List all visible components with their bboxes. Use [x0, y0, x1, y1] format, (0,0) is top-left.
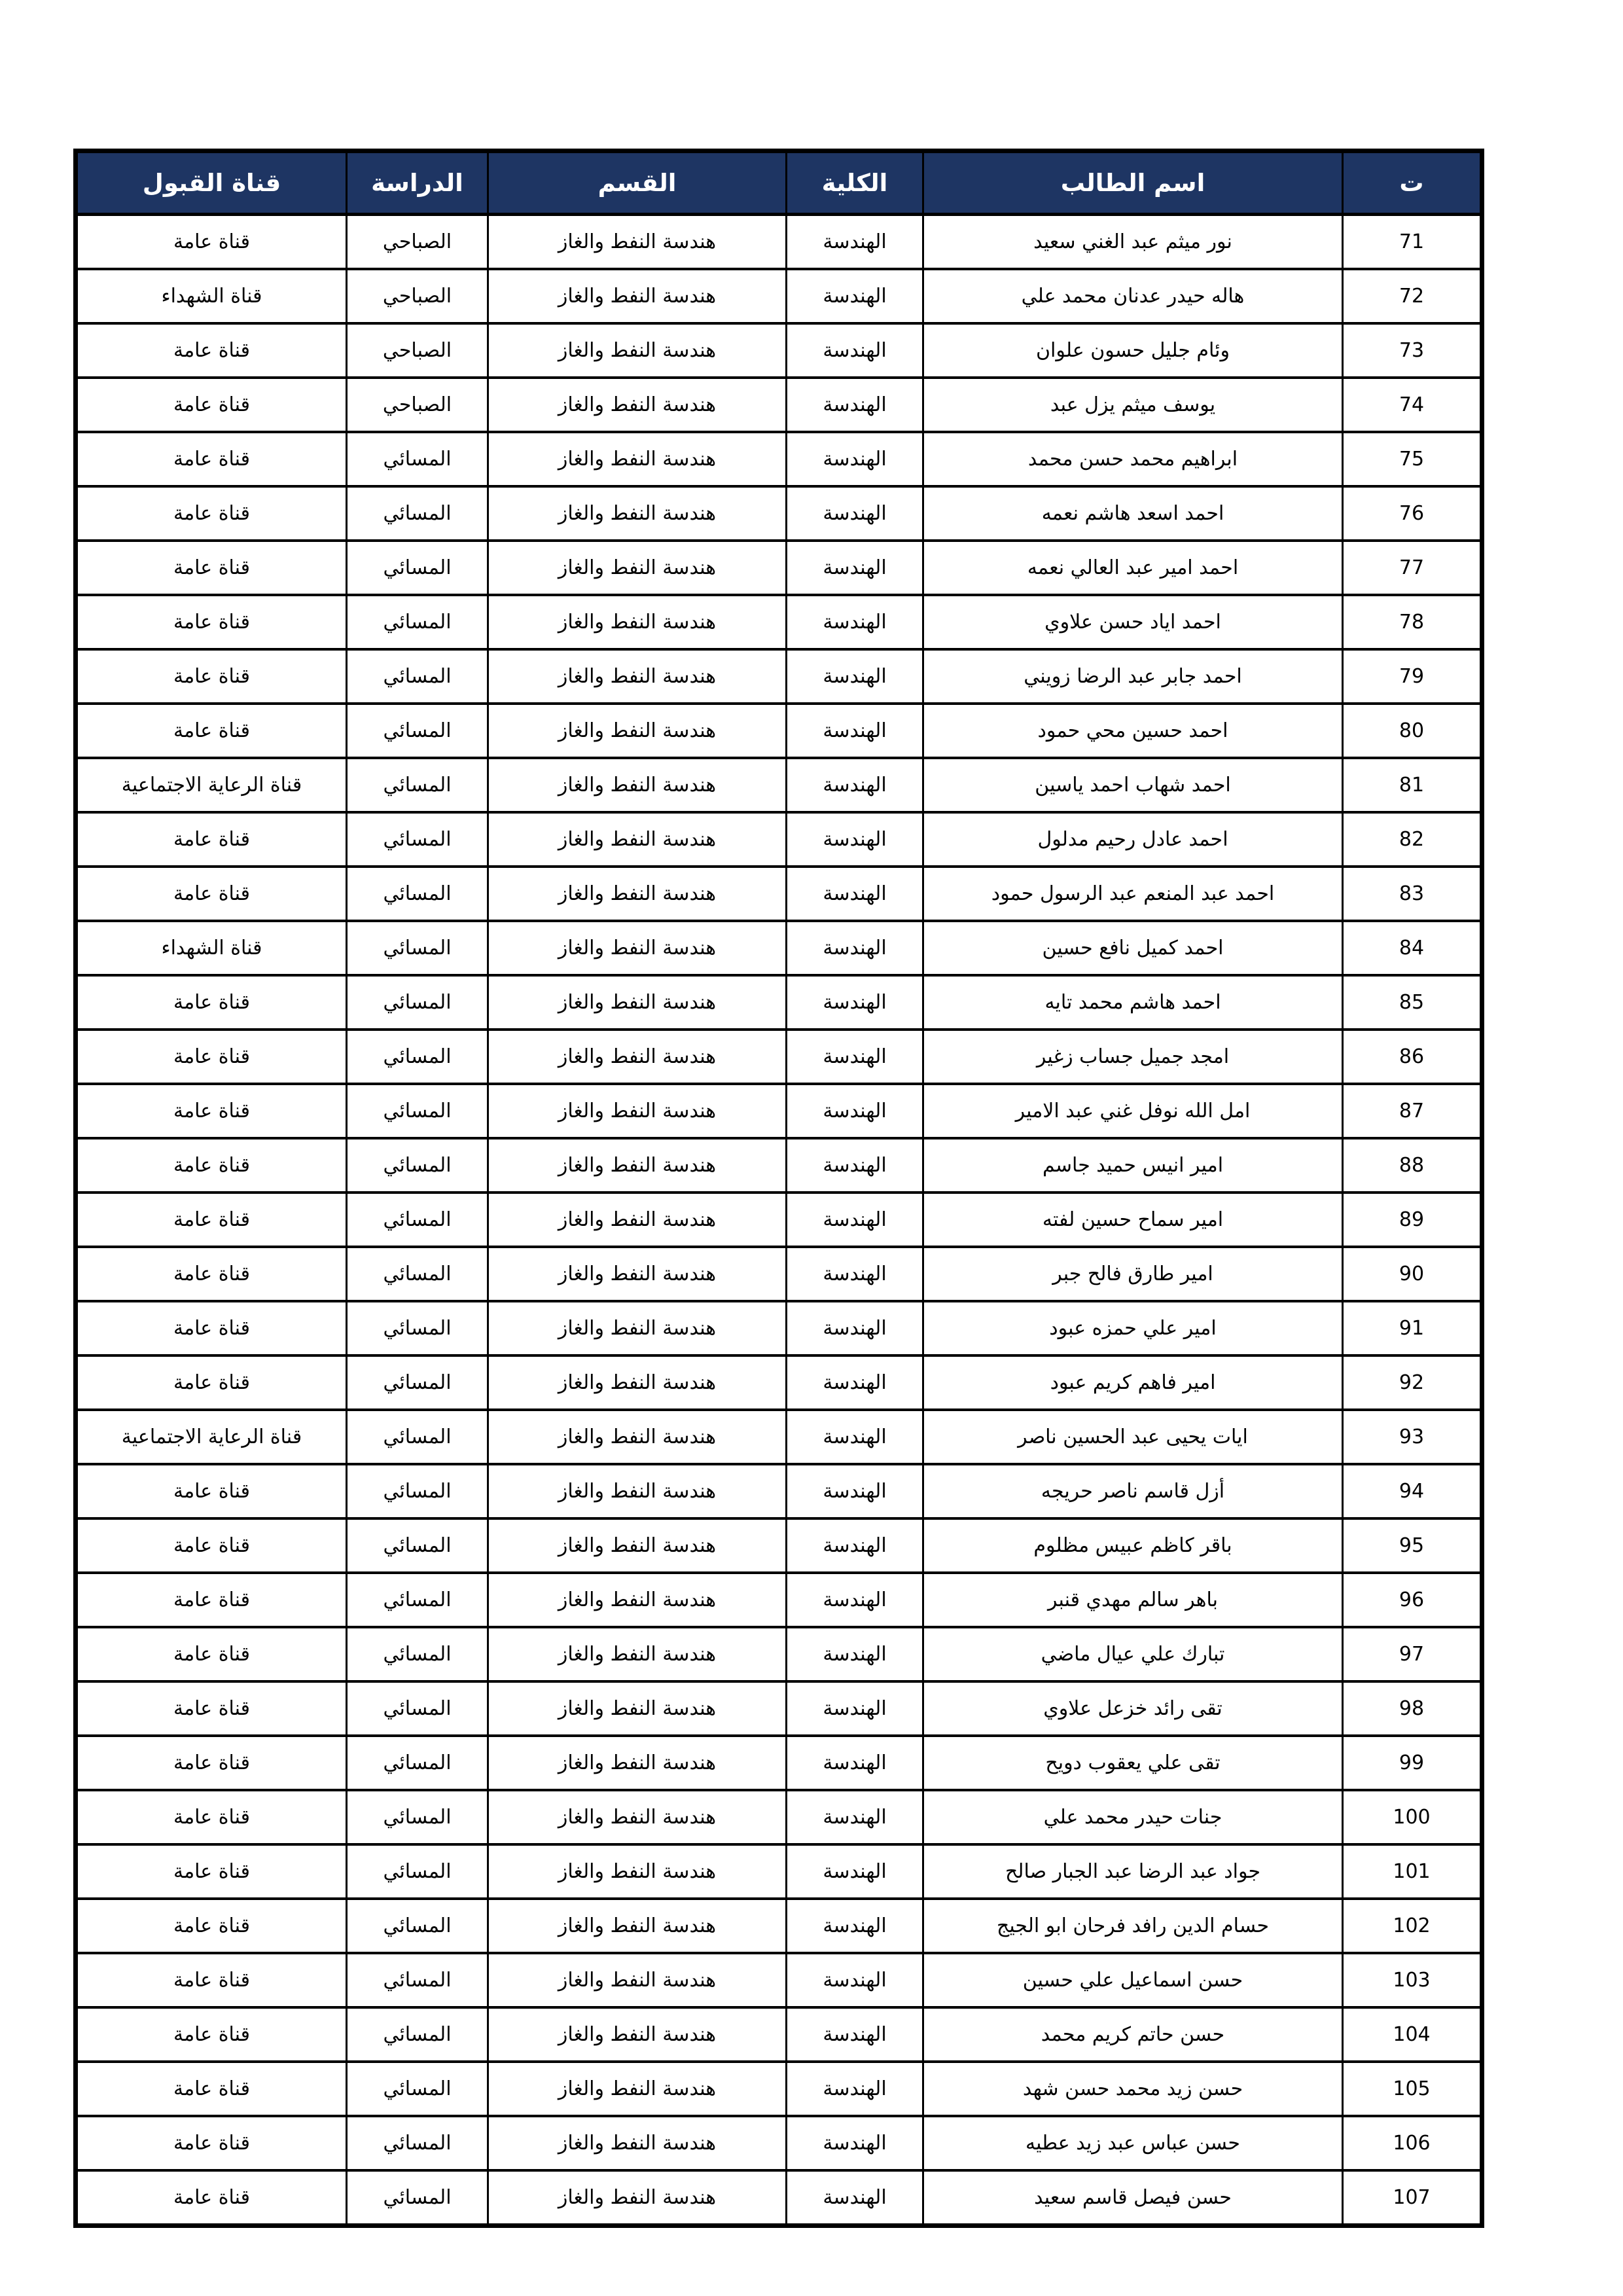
cell-channel: قناة عامة — [76, 2007, 347, 2062]
cell-dept: هندسة النفط والغاز — [488, 704, 787, 758]
cell-study: المسائي — [347, 867, 488, 921]
cell-study: المسائي — [347, 649, 488, 704]
cell-college: الهندسة — [787, 1627, 923, 1681]
cell-study: المسائي — [347, 704, 488, 758]
cell-college: الهندسة — [787, 649, 923, 704]
cell-channel: قناة عامة — [76, 1844, 347, 1899]
table-row — [76, 921, 1482, 975]
cell-name: احمد اسعد هاشم نعمه — [923, 486, 1343, 541]
header-cell-serial: ت — [1343, 151, 1482, 215]
cell-college: الهندسة — [787, 1681, 923, 1736]
table-row — [76, 1138, 1482, 1193]
cell-college: الهندسة — [787, 269, 923, 323]
cell-no: 72 — [1343, 269, 1482, 323]
cell-college: الهندسة — [787, 323, 923, 378]
table-row — [76, 486, 1482, 541]
cell-study: المسائي — [347, 1627, 488, 1681]
cell-study: المسائي — [347, 1736, 488, 1790]
cell-college: الهندسة — [787, 1193, 923, 1247]
cell-study: الصباحي — [347, 323, 488, 378]
cell-dept: هندسة النفط والغاز — [488, 1736, 787, 1790]
table-row — [76, 1247, 1482, 1301]
cell-study: المسائي — [347, 486, 488, 541]
cell-college: الهندسة — [787, 1736, 923, 1790]
cell-no: 101 — [1343, 1844, 1482, 1899]
cell-no: 104 — [1343, 2007, 1482, 2062]
cell-name: احمد حسين محي حمود — [923, 704, 1343, 758]
cell-college: الهندسة — [787, 812, 923, 867]
cell-channel: قناة عامة — [76, 812, 347, 867]
cell-name: حسن اسماعيل علي حسين — [923, 1953, 1343, 2007]
cell-no: 73 — [1343, 323, 1482, 378]
cell-dept: هندسة النفط والغاز — [488, 1627, 787, 1681]
cell-college: الهندسة — [787, 1084, 923, 1138]
cell-study: المسائي — [347, 595, 488, 649]
table-row — [76, 975, 1482, 1030]
cell-channel: قناة عامة — [76, 323, 347, 378]
cell-channel: قناة عامة — [76, 432, 347, 486]
cell-college: الهندسة — [787, 215, 923, 270]
cell-channel: قناة عامة — [76, 1193, 347, 1247]
cell-no: 105 — [1343, 2062, 1482, 2116]
cell-dept: هندسة النفط والغاز — [488, 1410, 787, 1464]
cell-no: 79 — [1343, 649, 1482, 704]
cell-college: الهندسة — [787, 2170, 923, 2226]
cell-no: 71 — [1343, 215, 1482, 270]
cell-dept: هندسة النفط والغاز — [488, 378, 787, 432]
cell-name: حسن فيصل قاسم سعيد — [923, 2170, 1343, 2226]
cell-name: يوسف ميثم يزل عبد — [923, 378, 1343, 432]
cell-study: المسائي — [347, 2007, 488, 2062]
table-row — [76, 432, 1482, 486]
header-cell-department: القسم — [488, 151, 787, 215]
cell-study: المسائي — [347, 1410, 488, 1464]
cell-name: احمد شهاب احمد ياسين — [923, 758, 1343, 812]
cell-dept: هندسة النفط والغاز — [488, 323, 787, 378]
table-row — [76, 758, 1482, 812]
cell-dept: هندسة النفط والغاز — [488, 975, 787, 1030]
cell-dept: هندسة النفط والغاز — [488, 215, 787, 270]
cell-channel: قناة عامة — [76, 1790, 347, 1844]
cell-dept: هندسة النفط والغاز — [488, 1953, 787, 2007]
cell-name: تبارك علي عيال ماضي — [923, 1627, 1343, 1681]
cell-study: المسائي — [347, 1573, 488, 1627]
cell-study: الصباحي — [347, 269, 488, 323]
cell-dept: هندسة النفط والغاز — [488, 2170, 787, 2226]
cell-channel: قناة عامة — [76, 486, 347, 541]
cell-study: المسائي — [347, 1355, 488, 1410]
cell-name: ايات يحيى عبد الحسين ناصر — [923, 1410, 1343, 1464]
cell-study: المسائي — [347, 1953, 488, 2007]
cell-study: الصباحي — [347, 378, 488, 432]
cell-college: الهندسة — [787, 595, 923, 649]
table-row — [76, 1410, 1482, 1464]
cell-dept: هندسة النفط والغاز — [488, 2116, 787, 2170]
table-row — [76, 2170, 1482, 2226]
cell-study: المسائي — [347, 1899, 488, 1953]
cell-channel: قناة عامة — [76, 1899, 347, 1953]
cell-channel: قناة الرعاية الاجتماعية — [76, 758, 347, 812]
cell-channel: قناة عامة — [76, 1138, 347, 1193]
table-row — [76, 1573, 1482, 1627]
cell-dept: هندسة النفط والغاز — [488, 1301, 787, 1355]
cell-name: حسام الدين رافد فرحان ابو الجيج — [923, 1899, 1343, 1953]
cell-study: المسائي — [347, 432, 488, 486]
cell-dept: هندسة النفط والغاز — [488, 1138, 787, 1193]
cell-no: 100 — [1343, 1790, 1482, 1844]
cell-no: 90 — [1343, 1247, 1482, 1301]
cell-study: المسائي — [347, 758, 488, 812]
cell-college: الهندسة — [787, 1247, 923, 1301]
cell-college: الهندسة — [787, 2116, 923, 2170]
cell-dept: هندسة النفط والغاز — [488, 1899, 787, 1953]
cell-name: احمد كميل نافع حسين — [923, 921, 1343, 975]
cell-channel: قناة عامة — [76, 1736, 347, 1790]
cell-channel: قناة عامة — [76, 378, 347, 432]
header-cell-college: الكلية — [787, 151, 923, 215]
cell-dept: هندسة النفط والغاز — [488, 812, 787, 867]
cell-name: حسن عباس عبد زيد عطيه — [923, 2116, 1343, 2170]
cell-college: الهندسة — [787, 1138, 923, 1193]
cell-name: احمد اياد حسن علاوي — [923, 595, 1343, 649]
cell-no: 106 — [1343, 2116, 1482, 2170]
cell-name: احمد جابر عبد الرضا زويني — [923, 649, 1343, 704]
cell-name: امير فاهم كريم عبود — [923, 1355, 1343, 1410]
cell-no: 103 — [1343, 1953, 1482, 2007]
cell-channel: قناة عامة — [76, 975, 347, 1030]
cell-study: المسائي — [347, 921, 488, 975]
cell-name: حسن حاتم كريم محمد — [923, 2007, 1343, 2062]
student-admission-table — [73, 149, 1484, 2228]
cell-college: الهندسة — [787, 975, 923, 1030]
cell-channel: قناة عامة — [76, 704, 347, 758]
cell-no: 85 — [1343, 975, 1482, 1030]
table-row — [76, 1084, 1482, 1138]
table-row — [76, 1790, 1482, 1844]
cell-dept: هندسة النفط والغاز — [488, 867, 787, 921]
table-row — [76, 1518, 1482, 1573]
table-row — [76, 867, 1482, 921]
cell-study: المسائي — [347, 1681, 488, 1736]
cell-dept: هندسة النفط والغاز — [488, 1573, 787, 1627]
cell-no: 92 — [1343, 1355, 1482, 1410]
table-row — [76, 1899, 1482, 1953]
cell-channel: قناة عامة — [76, 2062, 347, 2116]
cell-no: 84 — [1343, 921, 1482, 975]
cell-channel: قناة عامة — [76, 215, 347, 270]
cell-no: 95 — [1343, 1518, 1482, 1573]
cell-college: الهندسة — [787, 1844, 923, 1899]
cell-channel: قناة عامة — [76, 595, 347, 649]
table-row — [76, 2007, 1482, 2062]
cell-study: المسائي — [347, 1301, 488, 1355]
cell-name: أزل قاسم ناصر حريجه — [923, 1464, 1343, 1518]
cell-channel: قناة عامة — [76, 867, 347, 921]
cell-dept: هندسة النفط والغاز — [488, 595, 787, 649]
cell-no: 96 — [1343, 1573, 1482, 1627]
table-row — [76, 378, 1482, 432]
cell-dept: هندسة النفط والغاز — [488, 758, 787, 812]
cell-dept: هندسة النفط والغاز — [488, 2007, 787, 2062]
header-cell-study-type: الدراسة — [347, 151, 488, 215]
cell-study: المسائي — [347, 1193, 488, 1247]
cell-dept: هندسة النفط والغاز — [488, 1464, 787, 1518]
cell-channel: قناة الرعاية الاجتماعية — [76, 1410, 347, 1464]
cell-channel: قناة عامة — [76, 1084, 347, 1138]
cell-college: الهندسة — [787, 921, 923, 975]
cell-channel: قناة عامة — [76, 1627, 347, 1681]
cell-no: 78 — [1343, 595, 1482, 649]
table-row — [76, 1193, 1482, 1247]
table-row — [76, 1301, 1482, 1355]
cell-no: 87 — [1343, 1084, 1482, 1138]
cell-name: جنات حيدر محمد علي — [923, 1790, 1343, 1844]
cell-name: احمد عادل رحيم مدلول — [923, 812, 1343, 867]
cell-channel: قناة عامة — [76, 1573, 347, 1627]
cell-study: المسائي — [347, 1030, 488, 1084]
cell-no: 76 — [1343, 486, 1482, 541]
cell-name: امل الله نوفل غني عبد الامير — [923, 1084, 1343, 1138]
cell-college: الهندسة — [787, 2007, 923, 2062]
cell-study: المسائي — [347, 975, 488, 1030]
cell-no: 75 — [1343, 432, 1482, 486]
cell-college: الهندسة — [787, 1464, 923, 1518]
admission-table-container — [121, 149, 1484, 2228]
cell-no: 77 — [1343, 541, 1482, 595]
cell-dept: هندسة النفط والغاز — [488, 1844, 787, 1899]
cell-dept: هندسة النفط والغاز — [488, 1084, 787, 1138]
table-row — [76, 269, 1482, 323]
cell-channel: قناة عامة — [76, 1355, 347, 1410]
table-row — [76, 1355, 1482, 1410]
cell-no: 97 — [1343, 1627, 1482, 1681]
cell-college: الهندسة — [787, 867, 923, 921]
cell-name: احمد امير عبد العالي نعمه — [923, 541, 1343, 595]
cell-college: الهندسة — [787, 1953, 923, 2007]
cell-dept: هندسة النفط والغاز — [488, 541, 787, 595]
cell-no: 83 — [1343, 867, 1482, 921]
cell-college: الهندسة — [787, 1573, 923, 1627]
cell-name: امجد جميل جساب زغير — [923, 1030, 1343, 1084]
cell-no: 81 — [1343, 758, 1482, 812]
cell-college: الهندسة — [787, 1355, 923, 1410]
cell-name: نور ميثم عبد الغني سعيد — [923, 215, 1343, 270]
cell-channel: قناة عامة — [76, 541, 347, 595]
cell-channel: قناة عامة — [76, 1518, 347, 1573]
cell-dept: هندسة النفط والغاز — [488, 921, 787, 975]
cell-name: احمد هاشم محمد تايه — [923, 975, 1343, 1030]
cell-channel: قناة عامة — [76, 1301, 347, 1355]
cell-no: 107 — [1343, 2170, 1482, 2226]
cell-study: المسائي — [347, 1084, 488, 1138]
cell-name: ابراهيم محمد حسن محمد — [923, 432, 1343, 486]
cell-study: المسائي — [347, 541, 488, 595]
cell-channel: قناة عامة — [76, 2170, 347, 2226]
cell-dept: هندسة النفط والغاز — [488, 1790, 787, 1844]
student-table-body — [76, 215, 1482, 2226]
cell-college: الهندسة — [787, 1518, 923, 1573]
cell-college: الهندسة — [787, 758, 923, 812]
cell-college: الهندسة — [787, 1410, 923, 1464]
cell-name: باقر كاظم عبيس مظلوم — [923, 1518, 1343, 1573]
cell-name: جواد عبد الرضا عبد الجبار صالح — [923, 1844, 1343, 1899]
cell-study: المسائي — [347, 1138, 488, 1193]
cell-name: هاله حيدر عدنان محمد علي — [923, 269, 1343, 323]
cell-no: 80 — [1343, 704, 1482, 758]
cell-college: الهندسة — [787, 432, 923, 486]
header-row — [76, 151, 1482, 215]
cell-no: 74 — [1343, 378, 1482, 432]
cell-name: تقى رائد خزعل علاوي — [923, 1681, 1343, 1736]
cell-college: الهندسة — [787, 1030, 923, 1084]
table-row — [76, 812, 1482, 867]
table-row — [76, 1736, 1482, 1790]
cell-no: 102 — [1343, 1899, 1482, 1953]
cell-college: الهندسة — [787, 486, 923, 541]
table-row — [76, 595, 1482, 649]
cell-channel: قناة عامة — [76, 2116, 347, 2170]
cell-name: امير انيس حميد جاسم — [923, 1138, 1343, 1193]
cell-study: المسائي — [347, 1247, 488, 1301]
cell-college: الهندسة — [787, 1790, 923, 1844]
cell-dept: هندسة النفط والغاز — [488, 649, 787, 704]
cell-study: المسائي — [347, 1518, 488, 1573]
cell-college: الهندسة — [787, 704, 923, 758]
table-header — [76, 151, 1482, 215]
cell-college: الهندسة — [787, 378, 923, 432]
table-row — [76, 2116, 1482, 2170]
table-row — [76, 2062, 1482, 2116]
cell-no: 89 — [1343, 1193, 1482, 1247]
cell-name: وئام جليل حسون علوان — [923, 323, 1343, 378]
cell-channel: قناة عامة — [76, 1681, 347, 1736]
cell-dept: هندسة النفط والغاز — [488, 1518, 787, 1573]
table-row — [76, 1464, 1482, 1518]
cell-name: امير طارق فالح جبر — [923, 1247, 1343, 1301]
cell-channel: قناة الشهداء — [76, 269, 347, 323]
cell-no: 93 — [1343, 1410, 1482, 1464]
cell-study: المسائي — [347, 2116, 488, 2170]
cell-name: احمد عبد المنعم عبد الرسول حمود — [923, 867, 1343, 921]
cell-no: 99 — [1343, 1736, 1482, 1790]
cell-no: 86 — [1343, 1030, 1482, 1084]
table-row — [76, 215, 1482, 270]
cell-study: المسائي — [347, 812, 488, 867]
header-cell-admission-channel: قناة القبول — [76, 151, 347, 215]
cell-no: 98 — [1343, 1681, 1482, 1736]
cell-dept: هندسة النفط والغاز — [488, 2062, 787, 2116]
cell-channel: قناة عامة — [76, 1953, 347, 2007]
cell-study: الصباحي — [347, 215, 488, 270]
cell-name: باهر سالم مهدي قنبر — [923, 1573, 1343, 1627]
cell-college: الهندسة — [787, 1301, 923, 1355]
cell-no: 94 — [1343, 1464, 1482, 1518]
table-row — [76, 1844, 1482, 1899]
cell-study: المسائي — [347, 1464, 488, 1518]
cell-no: 82 — [1343, 812, 1482, 867]
table-row — [76, 649, 1482, 704]
cell-dept: هندسة النفط والغاز — [488, 1193, 787, 1247]
cell-study: المسائي — [347, 2170, 488, 2226]
cell-channel: قناة عامة — [76, 1247, 347, 1301]
cell-name: حسن زيد محمد حسن شهد — [923, 2062, 1343, 2116]
cell-dept: هندسة النفط والغاز — [488, 1355, 787, 1410]
cell-dept: هندسة النفط والغاز — [488, 432, 787, 486]
table-row — [76, 541, 1482, 595]
table-row — [76, 704, 1482, 758]
table-row — [76, 1953, 1482, 2007]
cell-dept: هندسة النفط والغاز — [488, 1681, 787, 1736]
cell-study: المسائي — [347, 1790, 488, 1844]
cell-name: امير علي حمزه عبود — [923, 1301, 1343, 1355]
cell-study: المسائي — [347, 1844, 488, 1899]
cell-study: المسائي — [347, 2062, 488, 2116]
cell-name: تقى علي يعقوب دويح — [923, 1736, 1343, 1790]
cell-dept: هندسة النفط والغاز — [488, 269, 787, 323]
cell-channel: قناة عامة — [76, 1030, 347, 1084]
table-row — [76, 1030, 1482, 1084]
cell-channel: قناة الشهداء — [76, 921, 347, 975]
cell-dept: هندسة النفط والغاز — [488, 1247, 787, 1301]
cell-college: الهندسة — [787, 2062, 923, 2116]
cell-dept: هندسة النفط والغاز — [488, 486, 787, 541]
cell-no: 91 — [1343, 1301, 1482, 1355]
cell-channel: قناة عامة — [76, 1464, 347, 1518]
table-row — [76, 323, 1482, 378]
cell-college: الهندسة — [787, 1899, 923, 1953]
cell-no: 88 — [1343, 1138, 1482, 1193]
cell-name: امير سماح حسين لفته — [923, 1193, 1343, 1247]
cell-dept: هندسة النفط والغاز — [488, 1030, 787, 1084]
table-row — [76, 1627, 1482, 1681]
cell-college: الهندسة — [787, 541, 923, 595]
header-cell-student-name: اسم الطالب — [923, 151, 1343, 215]
cell-channel: قناة عامة — [76, 649, 347, 704]
table-row — [76, 1681, 1482, 1736]
